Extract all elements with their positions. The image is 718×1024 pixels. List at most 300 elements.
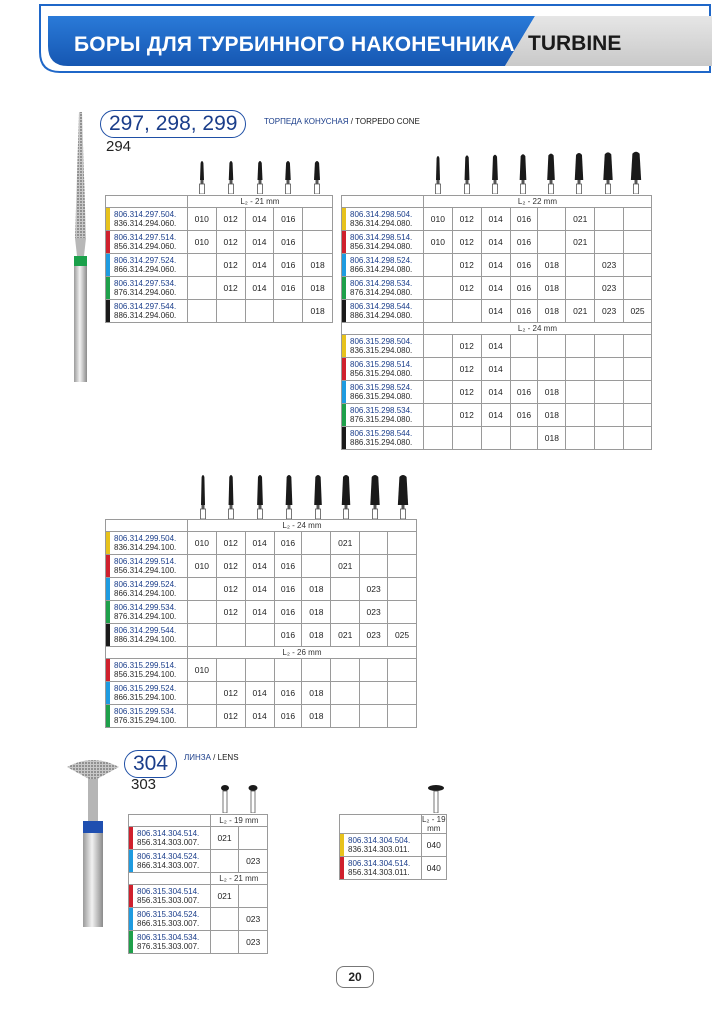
size-cell: 021 xyxy=(566,231,595,254)
size-cell xyxy=(510,427,538,450)
size-cell: 012 xyxy=(452,381,481,404)
size-cell: 023 xyxy=(360,624,388,647)
size-cell: 025 xyxy=(624,300,652,323)
length-header-row xyxy=(342,323,652,335)
code-secondary: 876.314.294.080. xyxy=(350,288,413,297)
bur-icon xyxy=(520,154,527,194)
code-primary: 806.315.304.514. xyxy=(137,886,200,896)
size-cell: 016 xyxy=(510,381,538,404)
code-secondary: 876.314.294.060. xyxy=(114,288,177,297)
product-code xyxy=(340,857,422,880)
bur-icon xyxy=(398,475,408,519)
table-row xyxy=(129,885,268,908)
bur-icon xyxy=(465,155,470,194)
table-row xyxy=(129,931,268,954)
size-cell: 012 xyxy=(216,277,245,300)
size-cell xyxy=(360,659,388,682)
size-cell xyxy=(624,335,652,358)
size-cell: 018 xyxy=(538,300,566,323)
code-secondary: 866.314.303.007. xyxy=(137,861,200,870)
size-cell: 023 xyxy=(239,908,268,931)
size-cell: 021 xyxy=(331,532,360,555)
bur-icon xyxy=(436,156,441,194)
product-code xyxy=(342,427,424,450)
bur-icons-297 xyxy=(194,148,334,194)
size-cell xyxy=(274,659,302,682)
size-cell: 012 xyxy=(452,277,481,300)
size-cell: 023 xyxy=(239,931,268,954)
table-row xyxy=(342,300,652,323)
code-secondary: 856.314.294.060. xyxy=(114,242,177,251)
code-secondary: 836.314.294.100. xyxy=(114,543,177,552)
size-cell: 012 xyxy=(216,578,245,601)
product-code xyxy=(129,908,211,931)
product-code xyxy=(129,931,211,954)
table-row xyxy=(342,335,652,358)
size-cell xyxy=(210,850,239,873)
bur-icon xyxy=(201,475,206,519)
size-cell xyxy=(595,427,624,450)
size-cell: 018 xyxy=(302,682,331,705)
size-cell xyxy=(423,277,452,300)
size-cell: 012 xyxy=(452,358,481,381)
size-cell: 016 xyxy=(274,682,302,705)
size-cell xyxy=(360,682,388,705)
size-cell: 010 xyxy=(187,231,216,254)
product-code xyxy=(106,532,188,555)
code-primary: 806.314.298.524. xyxy=(350,255,413,265)
code-secondary: 866.315.303.007. xyxy=(137,919,200,928)
table-row xyxy=(129,850,268,873)
size-cell xyxy=(595,208,624,231)
table-row xyxy=(106,624,417,647)
length-header: L₂ - 19 mm xyxy=(421,815,446,833)
caption-sep: / xyxy=(348,117,356,126)
size-cell: 016 xyxy=(510,254,538,277)
size-cell: 014 xyxy=(245,254,274,277)
page-header xyxy=(0,0,718,78)
size-cell: 016 xyxy=(274,208,303,231)
size-cell xyxy=(187,277,216,300)
size-cell: 018 xyxy=(538,404,566,427)
bur-icon xyxy=(200,161,205,194)
size-cell: 016 xyxy=(274,601,302,624)
size-cell xyxy=(274,300,303,323)
size-cell: 012 xyxy=(216,532,245,555)
lens-bur-image xyxy=(64,753,124,938)
size-cell xyxy=(187,705,216,728)
code-secondary: 836.314.294.080. xyxy=(350,219,413,228)
size-cell xyxy=(245,300,274,323)
size-cell: 012 xyxy=(216,231,245,254)
code-primary: 806.314.304.514. xyxy=(137,828,200,838)
size-cell: 012 xyxy=(216,555,245,578)
size-cell xyxy=(624,404,652,427)
size-cell xyxy=(423,404,452,427)
size-cell: 014 xyxy=(481,358,510,381)
size-cell: 016 xyxy=(274,624,302,647)
table-row xyxy=(129,827,268,850)
size-cell xyxy=(595,358,624,381)
size-cell: 040 xyxy=(421,834,447,857)
size-cell xyxy=(216,300,245,323)
size-cell xyxy=(331,578,360,601)
code-primary: 806.314.299.514. xyxy=(114,556,177,566)
size-cell: 014 xyxy=(481,404,510,427)
size-cell: 016 xyxy=(510,208,538,231)
code-primary: 806.314.299.524. xyxy=(114,579,177,589)
size-cell xyxy=(187,624,216,647)
code-secondary: 856.314.303.011. xyxy=(348,868,410,877)
size-cell xyxy=(423,335,452,358)
table-row xyxy=(129,908,268,931)
size-cell: 023 xyxy=(595,254,624,277)
size-cell: 012 xyxy=(216,254,245,277)
product-code xyxy=(106,578,188,601)
size-cell xyxy=(302,659,331,682)
table-row xyxy=(340,834,447,857)
code-primary: 806.315.298.524. xyxy=(350,382,413,392)
size-cell xyxy=(187,578,216,601)
code-primary: 806.314.298.544. xyxy=(350,301,413,311)
code-secondary: 836.315.294.080. xyxy=(350,346,413,355)
product-code xyxy=(106,231,188,254)
size-cell: 016 xyxy=(274,277,303,300)
table-row xyxy=(342,404,652,427)
code-primary: 806.315.298.504. xyxy=(350,336,413,346)
size-cell xyxy=(388,578,417,601)
code-primary: 806.315.298.514. xyxy=(350,359,413,369)
code-secondary: 886.314.294.100. xyxy=(114,635,177,644)
code-secondary: 886.314.294.080. xyxy=(350,311,413,320)
size-cell: 012 xyxy=(452,404,481,427)
code-primary: 806.314.299.534. xyxy=(114,602,177,612)
size-cell: 014 xyxy=(245,277,274,300)
table-row xyxy=(106,705,417,728)
size-cell: 010 xyxy=(187,208,216,231)
code-primary: 806.314.298.534. xyxy=(350,278,413,288)
table-row xyxy=(106,231,333,254)
size-cell xyxy=(331,705,360,728)
code-primary: 806.315.304.524. xyxy=(137,909,200,919)
code-secondary: 856.314.303.007. xyxy=(137,838,200,847)
product-code xyxy=(106,254,188,277)
size-cell xyxy=(210,908,239,931)
size-cell: 021 xyxy=(331,624,360,647)
bur-icon xyxy=(258,161,263,194)
bur-icon xyxy=(428,785,444,813)
bur-icon xyxy=(221,785,229,813)
size-cell xyxy=(624,231,652,254)
code-secondary: 856.314.294.080. xyxy=(350,242,413,251)
size-cell xyxy=(566,277,595,300)
page-number: 20 xyxy=(336,966,374,988)
bur-icons-298 xyxy=(424,143,654,194)
size-cell: 010 xyxy=(423,208,452,231)
table-row xyxy=(106,682,417,705)
size-cell xyxy=(360,555,388,578)
size-cell: 025 xyxy=(388,624,417,647)
code-primary: 806.314.297.514. xyxy=(114,232,177,242)
code-secondary: 856.315.303.007. xyxy=(137,896,200,905)
size-cell: 012 xyxy=(452,254,481,277)
size-cell xyxy=(360,705,388,728)
size-cell xyxy=(538,358,566,381)
table-row xyxy=(106,277,333,300)
code-secondary: 866.314.294.060. xyxy=(114,265,177,274)
code-primary: 806.314.299.544. xyxy=(114,625,177,635)
size-cell xyxy=(624,277,652,300)
size-cell xyxy=(624,427,652,450)
size-cell: 014 xyxy=(245,555,274,578)
size-cell: 018 xyxy=(538,254,566,277)
size-cell xyxy=(423,300,452,323)
length-header: L₂ - 26 mm xyxy=(187,647,416,659)
size-cell: 012 xyxy=(452,335,481,358)
size-cell: 016 xyxy=(274,231,303,254)
table-299 xyxy=(105,519,417,728)
code-primary: 806.314.304.514. xyxy=(348,858,411,868)
bur-icons-299 xyxy=(194,468,414,519)
code-secondary: 876.315.294.080. xyxy=(350,415,413,424)
bur-icon xyxy=(342,475,351,519)
table-row xyxy=(106,555,417,578)
size-cell xyxy=(388,601,417,624)
product-code xyxy=(342,381,424,404)
size-cell: 018 xyxy=(302,601,331,624)
product-code xyxy=(129,850,211,873)
size-cell: 023 xyxy=(595,277,624,300)
section-number-badge-2: 304 xyxy=(124,750,177,778)
product-code xyxy=(106,624,188,647)
size-cell: 012 xyxy=(216,682,245,705)
length-header: L₂ - 24 mm xyxy=(187,520,416,532)
size-cell: 010 xyxy=(187,532,216,555)
product-code xyxy=(106,659,188,682)
size-cell xyxy=(595,231,624,254)
table-row xyxy=(106,300,333,323)
size-cell xyxy=(510,335,538,358)
code-secondary: 866.315.294.080. xyxy=(350,392,413,401)
product-code xyxy=(106,705,188,728)
table-298 xyxy=(341,195,652,450)
size-cell xyxy=(187,682,216,705)
bur-icon xyxy=(229,161,234,194)
size-cell xyxy=(187,601,216,624)
section-sub-number: 294 xyxy=(106,138,132,155)
product-code xyxy=(106,300,188,323)
size-cell xyxy=(388,555,417,578)
bur-icon xyxy=(314,475,322,519)
size-cell xyxy=(388,532,417,555)
table-row xyxy=(342,358,652,381)
size-cell: 018 xyxy=(303,300,333,323)
product-code xyxy=(106,555,188,578)
code-secondary: 886.315.294.080. xyxy=(350,438,413,447)
bur-icon xyxy=(547,154,555,194)
code-primary: 806.314.297.524. xyxy=(114,255,177,265)
size-cell: 016 xyxy=(274,705,302,728)
code-primary: 806.315.299.514. xyxy=(114,660,177,670)
size-cell: 014 xyxy=(245,532,274,555)
length-header-row xyxy=(129,873,268,885)
size-cell xyxy=(624,358,652,381)
size-cell: 014 xyxy=(481,300,510,323)
product-code xyxy=(106,208,188,231)
code-secondary: 856.315.294.100. xyxy=(114,670,177,679)
size-cell xyxy=(331,682,360,705)
bur-icon xyxy=(229,475,234,519)
size-cell: 012 xyxy=(452,231,481,254)
size-cell xyxy=(216,659,245,682)
product-code xyxy=(129,827,211,850)
size-cell: 012 xyxy=(452,208,481,231)
size-cell: 014 xyxy=(245,705,274,728)
size-cell xyxy=(624,381,652,404)
product-code xyxy=(129,885,211,908)
code-secondary: 876.315.303.007. xyxy=(137,942,200,951)
table-304-left xyxy=(128,814,268,954)
size-cell: 010 xyxy=(187,659,216,682)
size-cell: 018 xyxy=(302,705,331,728)
code-secondary: 876.315.294.100. xyxy=(114,716,177,725)
size-cell: 014 xyxy=(481,231,510,254)
code-primary: 806.314.297.534. xyxy=(114,278,177,288)
size-cell: 018 xyxy=(538,427,566,450)
size-cell xyxy=(423,254,452,277)
length-header: L₂ - 24 mm xyxy=(423,323,651,335)
bur-icons-304 xyxy=(216,783,266,813)
product-code xyxy=(106,682,188,705)
code-secondary: 856.314.294.100. xyxy=(114,566,177,575)
product-code xyxy=(342,335,424,358)
size-cell: 021 xyxy=(331,555,360,578)
size-cell xyxy=(303,208,333,231)
size-cell: 023 xyxy=(360,578,388,601)
code-secondary: 886.314.294.060. xyxy=(114,311,177,320)
code-secondary: 836.314.294.060. xyxy=(114,219,177,228)
length-header: L₂ - 19 mm xyxy=(210,815,267,827)
product-code xyxy=(342,358,424,381)
product-code xyxy=(106,277,188,300)
size-cell xyxy=(331,601,360,624)
product-code xyxy=(342,404,424,427)
size-cell xyxy=(624,208,652,231)
size-cell xyxy=(302,555,331,578)
code-secondary: 856.315.294.080. xyxy=(350,369,413,378)
code-primary: 806.315.298.534. xyxy=(350,405,413,415)
bur-icon xyxy=(492,155,498,194)
caption-en: TORPEDO CONE xyxy=(355,117,420,126)
size-cell: 018 xyxy=(302,578,331,601)
code-primary: 806.314.304.504. xyxy=(348,835,411,845)
size-cell: 018 xyxy=(302,624,331,647)
size-cell: 014 xyxy=(245,208,274,231)
size-cell: 016 xyxy=(510,277,538,300)
size-cell: 023 xyxy=(595,300,624,323)
size-cell: 016 xyxy=(510,300,538,323)
product-code xyxy=(342,254,424,277)
section-sub-number-2: 303 xyxy=(131,776,157,793)
size-cell xyxy=(187,300,216,323)
size-cell xyxy=(210,931,239,954)
table-row xyxy=(342,277,652,300)
size-cell: 012 xyxy=(216,601,245,624)
code-primary: 806.314.299.504. xyxy=(114,533,177,543)
size-cell: 016 xyxy=(510,404,538,427)
bur-icons-304b xyxy=(424,783,448,813)
caption-ru: ТОРПЕДА КОНУСНАЯ xyxy=(264,117,349,126)
size-cell: 014 xyxy=(245,682,274,705)
size-cell xyxy=(595,381,624,404)
table-row xyxy=(106,208,333,231)
size-cell: 018 xyxy=(303,277,333,300)
size-cell xyxy=(239,885,268,908)
table-row xyxy=(342,427,652,450)
size-cell xyxy=(245,624,274,647)
size-cell: 016 xyxy=(274,555,302,578)
size-cell: 016 xyxy=(274,532,302,555)
table-row xyxy=(106,532,417,555)
code-primary: 806.314.297.504. xyxy=(114,209,177,219)
bur-icon xyxy=(603,152,612,194)
size-cell: 014 xyxy=(481,254,510,277)
table-304-right xyxy=(339,814,447,880)
size-cell xyxy=(566,404,595,427)
caption-sep-2: / xyxy=(210,753,218,762)
size-cell xyxy=(538,231,566,254)
size-cell: 014 xyxy=(245,601,274,624)
header-label: TURBINE xyxy=(528,32,622,55)
caption-en-2: LENS xyxy=(217,753,239,762)
code-secondary: 836.314.303.011. xyxy=(348,845,410,854)
size-cell: 012 xyxy=(216,208,245,231)
bur-icon xyxy=(575,153,584,194)
bur-icon xyxy=(370,475,379,519)
size-cell xyxy=(452,300,481,323)
size-cell xyxy=(302,532,331,555)
code-secondary: 866.314.294.100. xyxy=(114,589,177,598)
code-primary: 806.315.304.534. xyxy=(137,932,200,942)
size-cell xyxy=(216,624,245,647)
size-cell xyxy=(510,358,538,381)
size-cell: 016 xyxy=(274,578,302,601)
code-secondary: 866.314.294.080. xyxy=(350,265,413,274)
product-code xyxy=(340,834,422,857)
size-cell xyxy=(595,404,624,427)
size-cell xyxy=(566,427,595,450)
length-header: L₂ - 21 mm xyxy=(210,873,267,885)
code-primary: 806.315.299.534. xyxy=(114,706,177,716)
size-cell xyxy=(388,682,417,705)
size-cell xyxy=(239,827,268,850)
bur-icon xyxy=(314,161,320,194)
size-cell: 016 xyxy=(510,231,538,254)
size-cell xyxy=(245,659,274,682)
table-row xyxy=(342,381,652,404)
bur-icon xyxy=(257,475,263,519)
code-primary: 806.315.299.524. xyxy=(114,683,177,693)
size-cell: 010 xyxy=(187,555,216,578)
size-cell: 014 xyxy=(481,381,510,404)
size-cell: 040 xyxy=(421,857,447,880)
product-code xyxy=(342,231,424,254)
size-cell xyxy=(566,358,595,381)
size-cell xyxy=(303,231,333,254)
code-primary: 806.314.304.524. xyxy=(137,851,200,861)
size-cell xyxy=(423,381,452,404)
size-cell xyxy=(624,254,652,277)
